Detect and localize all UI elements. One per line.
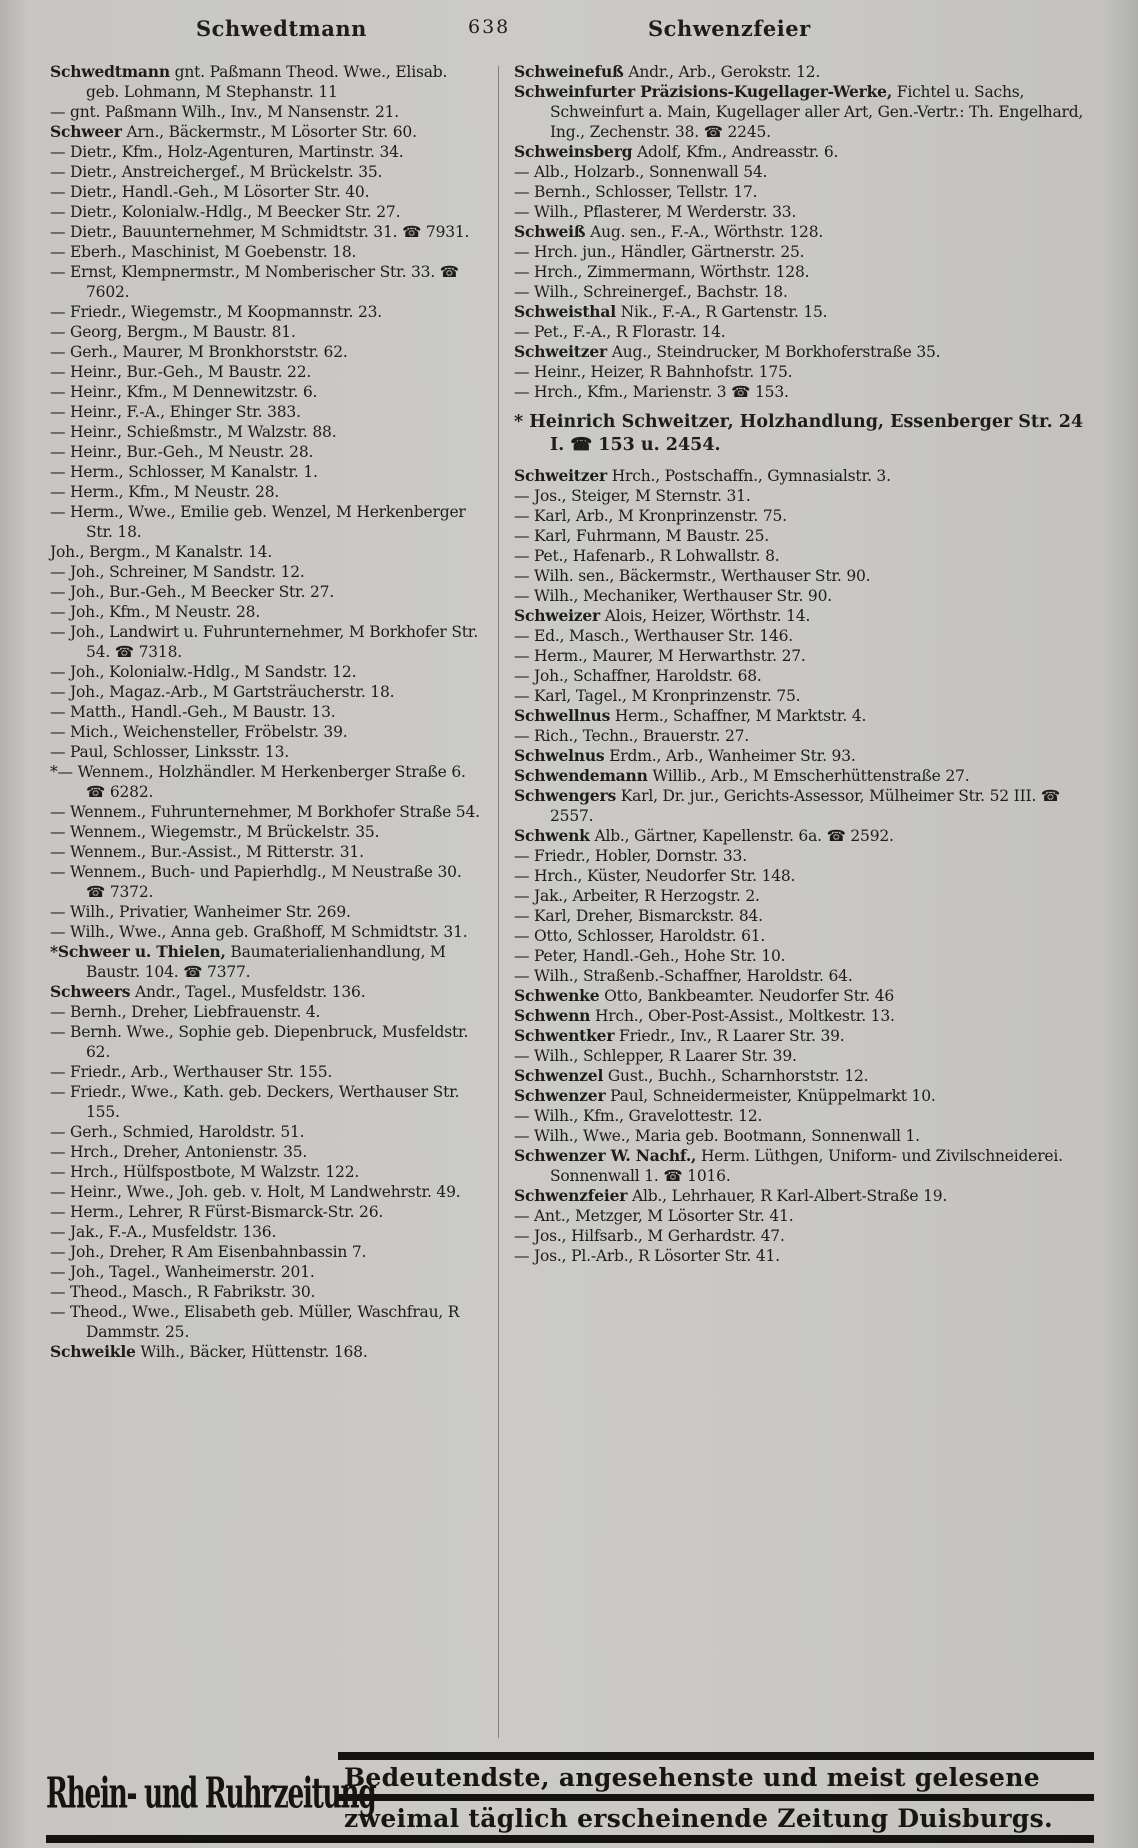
directory-entry: Schweers Andr., Tagel., Musfeldstr. 136. xyxy=(50,982,366,1001)
directory-entry: Schwelnus Erdm., Arb., Wanheimer Str. 93. xyxy=(514,746,856,765)
directory-entry: — Herm., Schlosser, M Kanalstr. 1. xyxy=(50,463,318,481)
directory-entry: — Joh., Kfm., M Neustr. 28. xyxy=(50,603,261,621)
directory-entry: — Jos., Hilfsarb., M Gerhardstr. 47. xyxy=(514,1227,785,1245)
entry-surname: Schweizer xyxy=(514,606,601,625)
directory-entry: — Jos., Pl.-Arb., R Lösorter Str. 41. xyxy=(514,1247,780,1265)
directory-entry: Schwenzel Gust., Buchh., Scharnhorststr. 12. xyxy=(514,1066,869,1085)
directory-entry: — Karl, Tagel., M Kronprinzenstr. 75. xyxy=(514,687,801,705)
directory-entry: Schwellnus Herm., Schaffner, M Marktstr. 4. xyxy=(514,706,867,725)
directory-entry: — Heinr., F.-A., Ehinger Str. 383. xyxy=(50,403,301,421)
directory-entry: — Wilh., Wwe., Maria geb. Bootmann, Sonnenwall 1. xyxy=(514,1127,920,1145)
directory-entry: — Heinr., Bur.-Geh., M Neustr. 28. xyxy=(50,443,314,461)
entry-surname: Schwenzel xyxy=(514,1066,604,1085)
directory-entry: — Wilh., Wwe., Anna geb. Graßhoff, M Schmidtstr. 31. xyxy=(50,923,468,941)
entry-surname: Schwenke xyxy=(514,986,600,1005)
entry-surname: Schwenk xyxy=(514,826,590,845)
directory-entry: — Friedr., Hobler, Dornstr. 33. xyxy=(514,847,747,865)
directory-entry: — Rich., Techn., Brauerstr. 27. xyxy=(514,727,750,745)
directory-entry: — Friedr., Wiegemstr., M Koopmannstr. 23. xyxy=(50,303,383,321)
entry-surname: Schwendemann xyxy=(514,766,648,785)
ad-text-block xyxy=(338,1752,1094,1835)
entry-surname: Schweikle xyxy=(50,1342,136,1361)
directory-entry: *— Wennem., Holzhändler. M Herkenberger Straße 6. ☎ 6282. xyxy=(50,763,466,801)
directory-entry: — Herm., Maurer, M Herwarthstr. 27. xyxy=(514,647,806,665)
directory-entry: — Wilh., Kfm., Gravelottestr. 12. xyxy=(514,1107,763,1125)
directory-entry: — Wilh., Schreinergef., Bachstr. 18. xyxy=(514,283,788,301)
directory-entry: Schweitzer Aug., Steindrucker, M Borkhoferstraße 35. xyxy=(514,342,941,361)
ad-brand-wrap xyxy=(46,1752,376,1835)
directory-entry: Schweizer Alois, Heizer, Wörthstr. 14. xyxy=(514,606,811,625)
directory-entry: — Joh., Tagel., Wanheimerstr. 201. xyxy=(50,1263,315,1281)
entry-surname: Schwentker xyxy=(514,1026,615,1045)
entry-surname: Schweitzer xyxy=(514,466,607,485)
entry-surname: Schweinsberg xyxy=(514,142,633,161)
entry-surname: Schwenzer W. Nachf., xyxy=(514,1146,697,1165)
columns-container xyxy=(50,62,1096,1752)
entry-surname: Schwelnus xyxy=(514,746,605,765)
entry-surname: Schweiß xyxy=(514,222,586,241)
directory-entry: * Heinrich Schweitzer, Holzhandlung, Essenberger Str. 24 I. ☎ 153 u. 2454. xyxy=(514,412,1084,455)
directory-entry: — Joh., Kolonialw.-Hdlg., M Sandstr. 12. xyxy=(50,663,357,681)
directory-entry: Schweinfurter Präzisions-Kugellager-Werke, Fichtel u. Sachs, Schweinfurt a. Main, Kugellager aller Art, Gen.-Vertr.: Th. Engelhard, Ing., Zechenstr. 38. ☎ 2245. xyxy=(514,82,1084,141)
entry-surname: *Schweer u. Thielen, xyxy=(50,942,226,961)
directory-entry: — Eberh., Maschinist, M Goebenstr. 18. xyxy=(50,243,357,261)
directory-entry: — Peter, Handl.-Geh., Hohe Str. 10. xyxy=(514,947,786,965)
entry-surname: Schweitzer xyxy=(514,342,607,361)
directory-entry: Schweikle Wilh., Bäcker, Hüttenstr. 168. xyxy=(50,1342,368,1361)
entry-surname: * Heinrich Schweitzer, xyxy=(514,412,734,432)
directory-entry: — Gerh., Schmied, Haroldstr. 51. xyxy=(50,1123,305,1141)
directory-entry: — Joh., Bur.-Geh., M Beecker Str. 27. xyxy=(50,583,335,601)
directory-entry: — gnt. Paßmann Wilh., Inv., M Nansenstr. 21. xyxy=(50,103,400,121)
directory-entry: — Pet., Hafenarb., R Lohwallstr. 8. xyxy=(514,547,780,565)
header-right-title: Schwenzfeier xyxy=(648,16,811,41)
directory-entry: — Paul, Schlosser, Linksstr. 13. xyxy=(50,743,289,761)
entry-surname: Schweinefuß xyxy=(514,62,624,81)
directory-entry: — Mich., Weichensteller, Fröbelstr. 39. xyxy=(50,723,348,741)
directory-entry: — Wennem., Buch- und Papierhdlg., M Neustraße 30. ☎ 7372. xyxy=(50,863,462,901)
directory-entry: — Dietr., Bauunternehmer, M Schmidtstr. 31. ☎ 7931. xyxy=(50,223,470,241)
directory-entry: Schwenke Otto, Bankbeamter. Neudorfer Str. 46 xyxy=(514,986,895,1005)
directory-entry: — Joh., Schreiner, M Sandstr. 12. xyxy=(50,563,305,581)
directory-entry: — Hrch., Hülfspostbote, M Walzstr. 122. xyxy=(50,1163,360,1181)
entry-surname: Schweer xyxy=(50,122,122,141)
directory-entry: — Wennem., Fuhrunternehmer, M Borkhofer Straße 54. xyxy=(50,803,480,821)
directory-entry: — Wilh., Straßenb.-Schaffner, Haroldstr. 64. xyxy=(514,967,853,985)
directory-entry: — Hrch., Kfm., Marienstr. 3 ☎ 153. xyxy=(514,383,789,401)
directory-entry: — Hrch., Dreher, Antonienstr. 35. xyxy=(50,1143,308,1161)
directory-entry: — Heinr., Wwe., Joh. geb. v. Holt, M Landwehrstr. 49. xyxy=(50,1183,461,1201)
directory-entry: — Bernh. Wwe., Sophie geb. Diepenbruck, Musfeldstr. 62. xyxy=(50,1023,469,1061)
directory-entry: — Dietr., Handl.-Geh., M Lösorter Str. 40. xyxy=(50,183,370,201)
entry-surname: Schwedtmann xyxy=(50,62,170,81)
column-divider xyxy=(498,66,499,1738)
directory-entry: — Ed., Masch., Werthauser Str. 146. xyxy=(514,627,794,645)
entry-surname: Schweisthal xyxy=(514,302,616,321)
directory-entry: — Jos., Steiger, M Sternstr. 31. xyxy=(514,487,751,505)
directory-entry: — Joh., Dreher, R Am Eisenbahnbassin 7. xyxy=(50,1243,367,1261)
directory-entry: — Karl, Fuhrmann, M Baustr. 25. xyxy=(514,527,769,545)
directory-entry: — Jak., Arbeiter, R Herzogstr. 2. xyxy=(514,887,760,905)
directory-entry: — Friedr., Arb., Werthauser Str. 155. xyxy=(50,1063,333,1081)
directory-entry: Schwenn Hrch., Ober-Post-Assist., Moltkestr. 13. xyxy=(514,1006,895,1025)
directory-entry: — Herm., Wwe., Emilie geb. Wenzel, M Herkenberger Str. 18. xyxy=(50,503,466,541)
directory-entry: — Heinr., Schießmstr., M Walzstr. 88. xyxy=(50,423,337,441)
directory-entry: — Bernh., Schlosser, Tellstr. 17. xyxy=(514,183,758,201)
directory-entry: — Ernst, Klempnermstr., M Nomberischer Str. 33. ☎ 7602. xyxy=(50,263,459,301)
entry-surname: Schwenzfeier xyxy=(514,1186,628,1205)
left-column xyxy=(50,62,484,1752)
header-left-title: Schwedtmann xyxy=(196,16,367,41)
directory-entry: Schwenzer Paul, Schneidermeister, Knüppelmarkt 10. xyxy=(514,1086,936,1105)
directory-entry: — Dietr., Kfm., Holz-Agenturen, Martinstr. 34. xyxy=(50,143,404,161)
entry-surname: Schweers xyxy=(50,982,131,1001)
directory-entry: — Joh., Schaffner, Haroldstr. 68. xyxy=(514,667,762,685)
directory-entry: — Wilh., Pflasterer, M Werderstr. 33. xyxy=(514,203,797,221)
page-header xyxy=(0,16,1138,50)
directory-entry: — Joh., Landwirt u. Fuhrunternehmer, M Borkhofer Str. 54. ☎ 7318. xyxy=(50,623,479,661)
directory-entry: — Joh., Magaz.-Arb., M Gartsträucherstr. 18. xyxy=(50,683,395,701)
directory-entry: — Wilh. sen., Bäckermstr., Werthauser Str. 90. xyxy=(514,567,871,585)
directory-entry: Schweer Arn., Bäckermstr., M Lösorter Str. 60. xyxy=(50,122,417,141)
directory-entry: — Gerh., Maurer, M Bronkhorststr. 62. xyxy=(50,343,348,361)
directory-entry: — Wennem., Bur.-Assist., M Ritterstr. 31. xyxy=(50,843,364,861)
entry-surname: Schwenn xyxy=(514,1006,591,1025)
ad-line-1: Bedeutendste, angesehenste und meist gelesene xyxy=(338,1760,1094,1801)
directory-entry: Schwenzer W. Nachf., Herm. Lüthgen, Uniform- und Zivilschneiderei. Sonnenwall 1. ☎ 1016. xyxy=(514,1146,1063,1185)
directory-entry: — Alb., Holzarb., Sonnenwall 54. xyxy=(514,163,768,181)
directory-entry: — Theod., Wwe., Elisabeth geb. Müller, Waschfrau, R Dammstr. 25. xyxy=(50,1303,460,1341)
directory-entry: — Ant., Metzger, M Lösorter Str. 41. xyxy=(514,1207,794,1225)
directory-entry: — Wennem., Wiegemstr., M Brückelstr. 35. xyxy=(50,823,380,841)
directory-entry: Schweinefuß Andr., Arb., Gerokstr. 12. xyxy=(514,62,821,81)
directory-entry: — Georg, Bergm., M Baustr. 81. xyxy=(50,323,296,341)
ad-line-2: zweimal täglich erscheinende Zeitung Duisburgs. xyxy=(344,1804,1053,1833)
directory-entry: — Heinr., Heizer, R Bahnhofstr. 175. xyxy=(514,363,793,381)
directory-entry: — Herm., Kfm., M Neustr. 28. xyxy=(50,483,280,501)
directory-entry: Schwedtmann gnt. Paßmann Theod. Wwe., Elisab. geb. Lohmann, M Stephanstr. 11 xyxy=(50,62,448,101)
directory-entry: — Wilh., Privatier, Wanheimer Str. 269. xyxy=(50,903,351,921)
ad-brand-title: Rhein- und Ruhrzeitung xyxy=(46,1768,376,1819)
entry-surname: Schwellnus xyxy=(514,706,611,725)
directory-entry: — Friedr., Wwe., Kath. geb. Deckers, Werthauser Str. 155. xyxy=(50,1083,460,1121)
directory-entry: Joh., Bergm., M Kanalstr. 14. xyxy=(50,543,273,561)
right-column xyxy=(514,62,1096,1752)
directory-entry: — Matth., Handl.-Geh., M Baustr. 13. xyxy=(50,703,336,721)
directory-entry: — Otto, Schlosser, Haroldstr. 61. xyxy=(514,927,766,945)
directory-entry: Schweitzer Hrch., Postschaffn., Gymnasialstr. 3. xyxy=(514,466,891,485)
page-number: 638 xyxy=(468,16,511,38)
directory-entry: Schweinsberg Adolf, Kfm., Andreasstr. 6. xyxy=(514,142,839,161)
directory-entry: — Theod., Masch., R Fabrikstr. 30. xyxy=(50,1283,316,1301)
directory-entry: *Schweer u. Thielen, Baumaterialienhandlung, M Baustr. 104. ☎ 7377. xyxy=(50,942,446,981)
directory-entry: Schwentker Friedr., Inv., R Laarer Str. 39. xyxy=(514,1026,845,1045)
newspaper-ad-inner xyxy=(46,1752,1094,1835)
directory-entry: — Hrch., Zimmermann, Wörthstr. 128. xyxy=(514,263,810,281)
directory-entry: — Pet., F.-A., R Florastr. 14. xyxy=(514,323,726,341)
newspaper-ad xyxy=(46,1752,1094,1843)
entry-surname: Schweinfurter Präzisions-Kugellager-Werke, xyxy=(514,82,893,101)
entry-surname: Schwengers xyxy=(514,786,616,805)
directory-entry: — Jak., F.-A., Musfeldstr. 136. xyxy=(50,1223,277,1241)
directory-entry: — Heinr., Kfm., M Dennewitzstr. 6. xyxy=(50,383,318,401)
directory-entry: — Wilh., Mechaniker, Werthauser Str. 90. xyxy=(514,587,832,605)
directory-entry: — Wilh., Schlepper, R Laarer Str. 39. xyxy=(514,1047,797,1065)
directory-entry: — Bernh., Dreher, Liebfrauenstr. 4. xyxy=(50,1003,321,1021)
directory-entry: — Dietr., Kolonialw.-Hdlg., M Beecker Str. 27. xyxy=(50,203,401,221)
directory-entry: — Karl, Arb., M Kronprinzenstr. 75. xyxy=(514,507,787,525)
directory-entry: — Karl, Dreher, Bismarckstr. 84. xyxy=(514,907,763,925)
directory-entry: Schwendemann Willib., Arb., M Emscherhüttenstraße 27. xyxy=(514,766,970,785)
directory-entry: Schwenk Alb., Gärtner, Kapellenstr. 6a. ☎ 2592. xyxy=(514,826,894,845)
directory-entry: Schwengers Karl, Dr. jur., Gerichts-Assessor, Mülheimer Str. 52 III. ☎ 2557. xyxy=(514,786,1061,825)
directory-entry: — Heinr., Bur.-Geh., M Baustr. 22. xyxy=(50,363,312,381)
directory-entry: Schweisthal Nik., F.-A., R Gartenstr. 15. xyxy=(514,302,828,321)
directory-entry: — Hrch., Küster, Neudorfer Str. 148. xyxy=(514,867,796,885)
entry-surname: Schwenzer xyxy=(514,1086,606,1105)
directory-entry: — Hrch. jun., Händler, Gärtnerstr. 25. xyxy=(514,243,805,261)
directory-entry: — Dietr., Anstreichergef., M Brückelstr. 35. xyxy=(50,163,383,181)
directory-entry: — Herm., Lehrer, R Fürst-Bismarck-Str. 26. xyxy=(50,1203,384,1221)
directory-entry: Schwenzfeier Alb., Lehrhauer, R Karl-Albert-Straße 19. xyxy=(514,1186,948,1205)
directory-entry: Schweiß Aug. sen., F.-A., Wörthstr. 128. xyxy=(514,222,824,241)
